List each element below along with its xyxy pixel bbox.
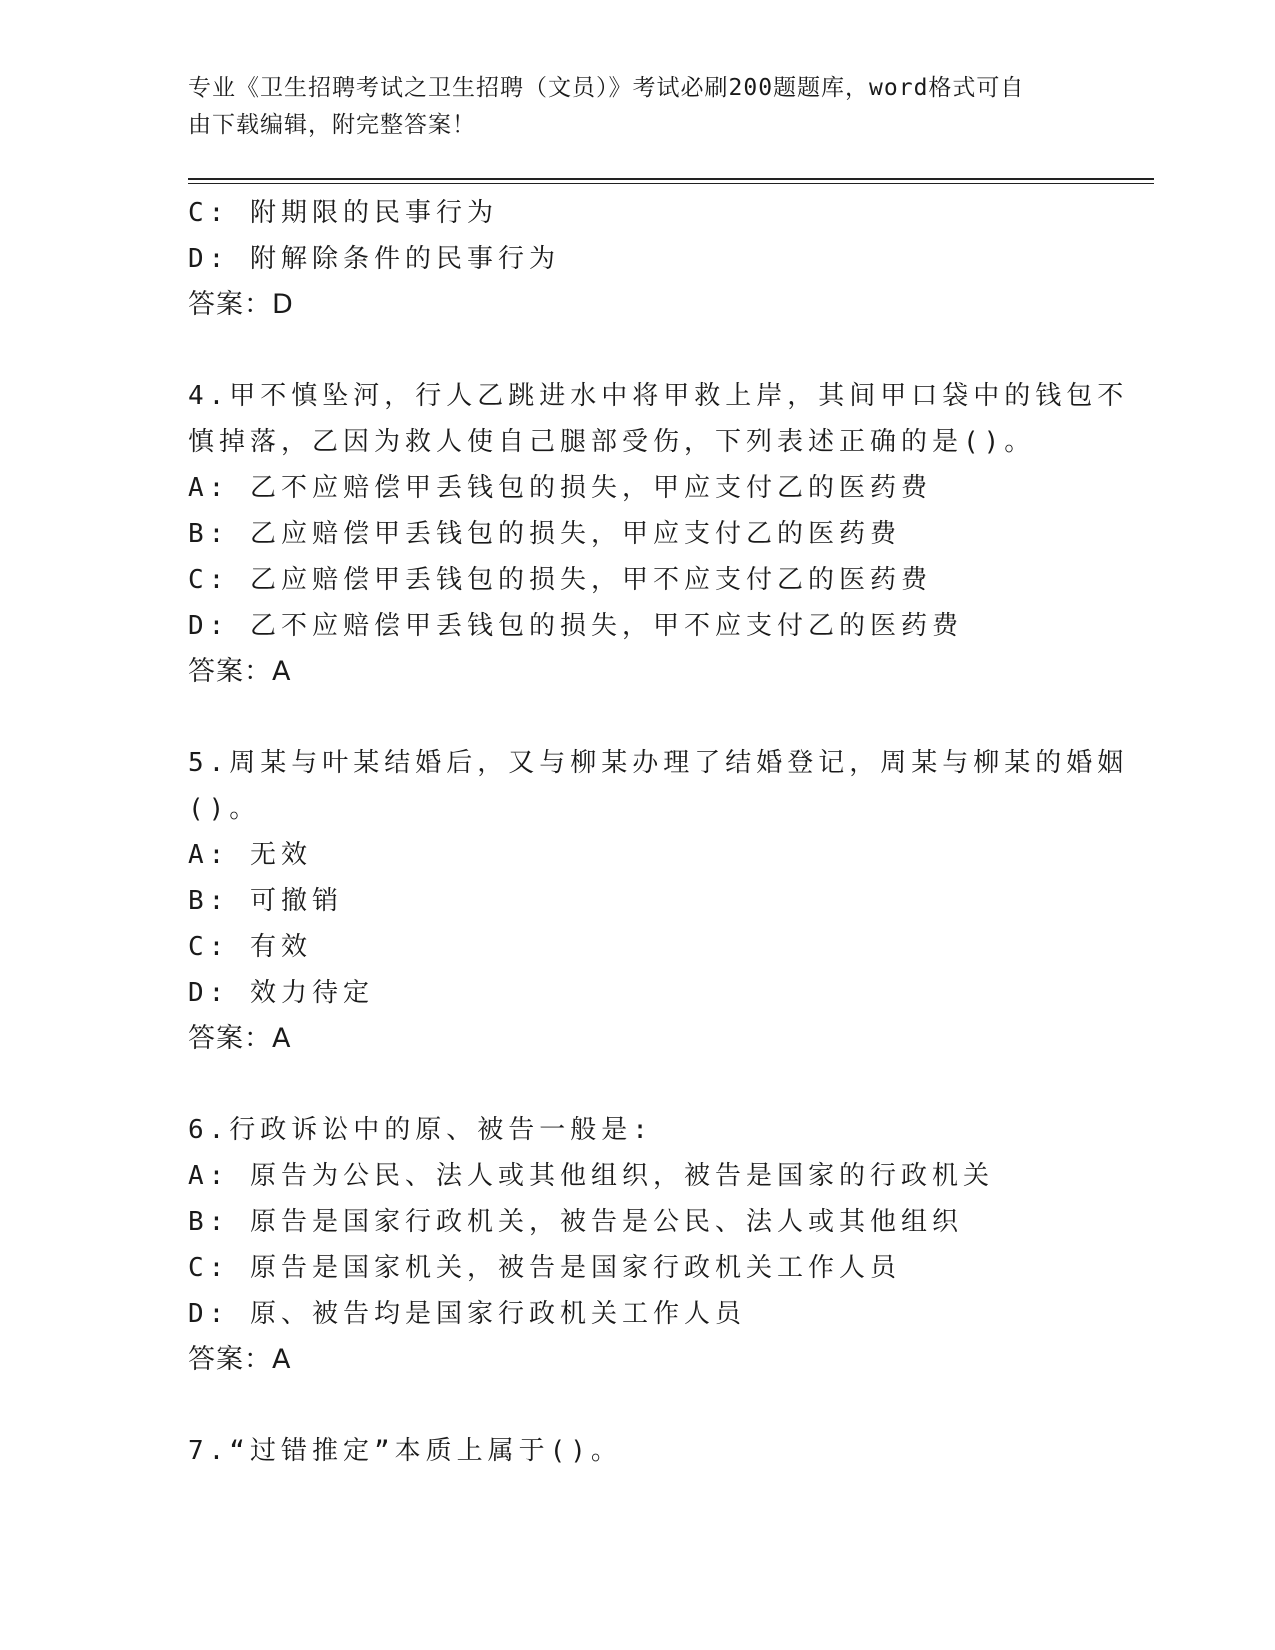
- question-stem-line-2: ()。: [188, 794, 261, 824]
- option-d: D: 效力待定: [188, 978, 374, 1008]
- question-stem-line-1: 4.甲不慎坠河，行人乙跳进水中将甲救上岸，其间甲口袋中的钱包不: [188, 381, 1129, 411]
- question-stem-line-2: 慎掉落，乙因为救人使自己腿部受伤，下列表述正确的是()。: [188, 427, 1036, 457]
- option-b: B: 可撤销: [188, 886, 343, 916]
- option-d: D: 附解除条件的民事行为: [188, 244, 560, 274]
- answer-label: 答案：A: [188, 656, 292, 687]
- header-line-1: 专业《卫生招聘考试之卫生招聘（文员）》考试必刷200题题库，word格式可自: [188, 75, 1025, 101]
- answer-label: 答案：A: [188, 1344, 292, 1375]
- header-line-2: 由下载编辑，附完整答案！: [188, 112, 476, 138]
- question-6: [188, 1107, 1088, 1383]
- answer-label: 答案：D: [188, 289, 294, 320]
- option-a: A: 原告为公民、法人或其他组织，被告是国家的行政机关: [188, 1161, 994, 1191]
- spacer: [188, 328, 1088, 373]
- question-4: [188, 373, 1129, 695]
- option-c: C: 原告是国家机关，被告是国家行政机关工作人员: [188, 1253, 901, 1283]
- spacer: [188, 1383, 1088, 1428]
- question-3-tail: [188, 190, 1088, 328]
- option-c: C: 乙应赔偿甲丢钱包的损失，甲不应支付乙的医药费: [188, 565, 932, 595]
- spacer: [188, 1062, 1088, 1107]
- question-stem: 6.行政诉讼中的原、被告一般是:: [188, 1115, 653, 1145]
- question-list: [188, 190, 1129, 1474]
- option-a: A: 乙不应赔偿甲丢钱包的损失，甲应支付乙的医药费: [188, 473, 932, 503]
- question-stem-line-1: 5.周某与叶某结婚后，又与柳某办理了结婚登记，周某与柳某的婚姻: [188, 748, 1129, 778]
- option-c: C: 附期限的民事行为: [188, 198, 498, 228]
- option-b: B: 乙应赔偿甲丢钱包的损失，甲应支付乙的医药费: [188, 519, 901, 549]
- answer-label: 答案：A: [188, 1023, 292, 1054]
- header-divider-thick: [188, 178, 1154, 180]
- option-a: A: 无效: [188, 840, 312, 870]
- option-d: D: 乙不应赔偿甲丢钱包的损失，甲不应支付乙的医药费: [188, 611, 963, 641]
- option-b: B: 原告是国家行政机关，被告是公民、法人或其他组织: [188, 1207, 963, 1237]
- spacer: [188, 695, 1088, 740]
- header-divider-thin: [188, 183, 1154, 184]
- option-c: C: 有效: [188, 932, 312, 962]
- question-stem: 7.“过错推定”本质上属于()。: [188, 1436, 622, 1466]
- question-7: [188, 1428, 1088, 1474]
- option-d: D: 原、被告均是国家行政机关工作人员: [188, 1299, 746, 1329]
- question-5: [188, 740, 1129, 1062]
- document-header: [188, 70, 1068, 144]
